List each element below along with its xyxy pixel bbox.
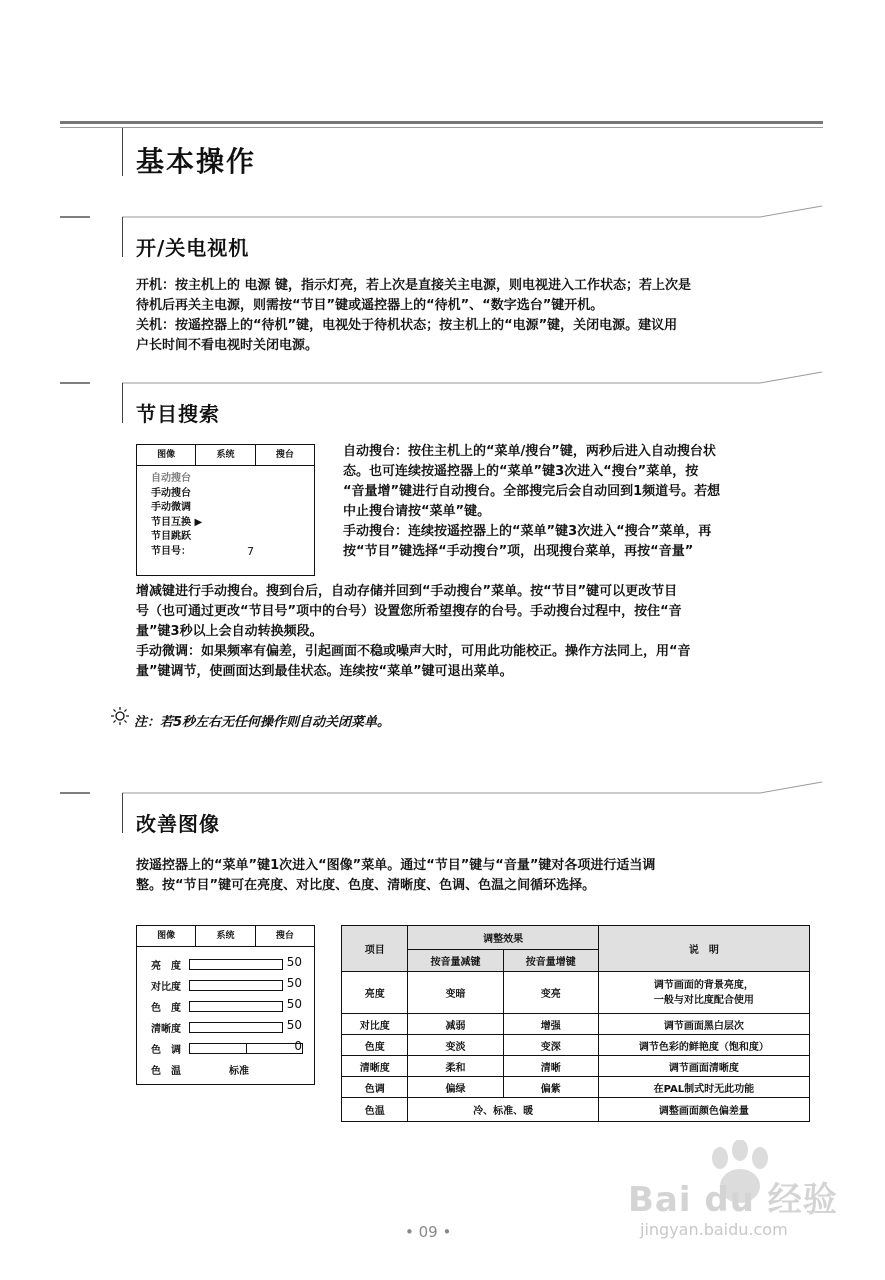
text-line: 按遥控器上的“菜单”键1次进入“图像”菜单。通过“节目”键与“音量”键对各项进行适当调 [136, 858, 656, 873]
slider-value: 50 [286, 1018, 302, 1032]
table-row [342, 1035, 810, 1056]
table-row [342, 1098, 810, 1122]
sec1-text [136, 276, 826, 356]
cell-item: 色调 [342, 1077, 408, 1098]
sec2-title: 节目搜索 [136, 402, 220, 426]
slider-label: 清晰度 [151, 1024, 181, 1035]
menu-item: 节目互换 ▶ [151, 516, 203, 528]
sec3-bar [122, 793, 123, 833]
watermark-url: jingyan.baidu.com [640, 1220, 788, 1239]
top-rule-thin [60, 127, 823, 128]
header-inc: 按音量增键 [503, 950, 598, 972]
cell-dec: 柔和 [408, 1056, 503, 1077]
header-effect: 调整效果 [408, 926, 598, 950]
menu-item: 手动微调 [151, 502, 191, 513]
program-number-value: 7 [247, 544, 254, 558]
slider-value: 50 [286, 976, 302, 990]
cell-dec: 变暗 [408, 972, 503, 1014]
cell-desc: 调整画面颜色偏差量 [598, 1098, 809, 1122]
slider-bar [189, 1022, 283, 1033]
text-line: 整。按“节目”键可在亮度、对比度、色度、清晰度、色调、色温之间循环选择。 [136, 878, 596, 893]
cell-inc: 增强 [503, 1014, 598, 1035]
cell-desc: 调节画面清晰度 [598, 1056, 809, 1077]
cell-desc: 调节色彩的鲜艳度（饱和度） [598, 1035, 809, 1056]
text-line: 关机：按遥控器上的“待机”键，电视处于待机状态；按主机上的“电源”键，关闭电源。建议用 [136, 318, 678, 333]
section-divider-3 [0, 775, 885, 805]
text-line: “音量增”键进行自动搜台。全部搜完后会自动回到1频道号。若想 [343, 484, 721, 499]
text-line: 户长时间不看电视时关闭电源。 [136, 338, 319, 353]
tab-system: 系统 [196, 926, 255, 946]
color-temp-value: 标准 [229, 1066, 249, 1077]
text-line: 中止搜台请按“菜单”键。 [343, 504, 491, 519]
text-line: 手动搜台：连续按遥控器上的“菜单”键3次进入“搜合”菜单，再 [343, 524, 712, 539]
menu-item: 节目跳跃 [151, 531, 191, 542]
slider-label: 对比度 [151, 982, 181, 993]
cell-desc [598, 972, 809, 1014]
section-divider-2 [0, 368, 885, 398]
cell-inc: 变亮 [503, 972, 598, 1014]
text-line: 按“节目”键选择“手动搜台”项，出现搜台菜单，再按“音量” [343, 544, 694, 559]
table-row [342, 1014, 810, 1035]
slider-value: 50 [286, 997, 302, 1011]
slider-area [137, 947, 314, 1083]
sec3-title: 改善图像 [136, 812, 220, 836]
cell-dec: 冷、标准、暖 [408, 1098, 598, 1122]
slider-label: 亮 度 [151, 961, 181, 972]
sec2-bar [122, 383, 123, 423]
text-line: 量”键3秒以上会自动转换频段。 [136, 624, 323, 639]
section-divider-1 [0, 200, 885, 230]
slider-bar [189, 1043, 303, 1054]
text-line: 增减键进行手动搜台。搜到台后，自动存储并回到“手动搜台”菜单。按“节目”键可以更改节目 [136, 584, 678, 599]
text-line: 量”键调节，使画面达到最佳状态。连续按“菜单”键可退出菜单。 [136, 664, 513, 679]
program-number-label: 节目号： [151, 545, 191, 557]
title-bar [122, 128, 123, 176]
cell-desc: 调节画面黑白层次 [598, 1014, 809, 1035]
sec2-right-text [343, 442, 813, 562]
search-menu-screen [136, 444, 315, 576]
slider-bar [189, 980, 283, 991]
cell-item: 对比度 [342, 1014, 408, 1035]
text-line: 待机后再关主电源，则需按“节目”键或遥控器上的“待机”、“数字选台”键开机。 [136, 298, 604, 313]
text-line: 态。也可连续按遥控器上的“菜单”键3次进入“搜台”菜单，按 [343, 464, 699, 479]
slider-bar [189, 1001, 283, 1012]
tab-search: 搜台 [256, 445, 314, 465]
cell-item: 亮度 [342, 972, 408, 1014]
sec2-full-text [136, 582, 826, 682]
image-menu-screen [136, 925, 315, 1085]
adjustment-table [341, 925, 810, 1122]
slider-label: 色 度 [151, 1003, 181, 1014]
top-rule [60, 121, 823, 124]
text-line: 手动微调：如果频率有偏差，引起画面不稳或噪声大时，可用此功能校正。操作方法同上，用“音 [136, 644, 691, 659]
menu-item [137, 545, 314, 560]
table-row [342, 1077, 810, 1098]
tab-image: 图像 [137, 926, 196, 946]
page-title: 基本操作 [136, 145, 257, 178]
cell-inc: 偏紫 [503, 1077, 598, 1098]
cell-dec: 偏绿 [408, 1077, 503, 1098]
sec1-title: 开/关电视机 [136, 236, 250, 260]
header-desc: 说 明 [598, 926, 809, 972]
color-temp-label: 色 温 [151, 1066, 181, 1077]
cell-inc: 清晰 [503, 1056, 598, 1077]
text-line: 自动搜台：按住主机上的“菜单/搜台”键，两秒后进入自动搜台状 [343, 444, 716, 459]
header-item: 项目 [342, 926, 408, 972]
sec3-text [136, 856, 826, 896]
cell-desc-line: 调节画面的背景亮度， [653, 979, 754, 991]
slider-bar [189, 959, 283, 970]
cell-dec: 变淡 [408, 1035, 503, 1056]
cell-dec: 减弱 [408, 1014, 503, 1035]
watermark-brand: Bai du 经验 [628, 1180, 838, 1220]
table-row [342, 972, 810, 1014]
sec1-bar [122, 217, 123, 257]
note-text: 注：若5秒左右无任何操作则自动关闭菜单。 [134, 715, 391, 730]
cell-inc: 变深 [503, 1035, 598, 1056]
cell-desc: 在PAL制式时无此功能 [598, 1077, 809, 1098]
slider-label: 色 调 [151, 1045, 181, 1056]
menu-item: 手动搜台 [151, 487, 191, 499]
tab-search: 搜台 [275, 931, 294, 941]
menu-item: 自动搜台 [151, 473, 191, 484]
text-line: 号（也可通过更改“节目号”项中的台号）设置您所希望搜存的台号。手动搜台过程中，按住“音 [136, 604, 682, 619]
header-dec: 按音量减键 [408, 950, 503, 972]
page-number: • 09 • [405, 1223, 452, 1241]
tab-system: 系统 [196, 445, 255, 465]
sun-icon [110, 706, 130, 726]
cell-desc-line: 一般与对比度配合使用 [653, 994, 754, 1006]
slider-center-mark [246, 1044, 247, 1053]
slider-value: 0 [294, 1039, 302, 1053]
cell-item: 色温 [342, 1098, 408, 1122]
slider-value: 50 [286, 955, 302, 969]
table-row [342, 1056, 810, 1077]
cell-item: 清晰度 [342, 1056, 408, 1077]
tab-image: 图像 [137, 445, 196, 465]
cell-item: 色度 [342, 1035, 408, 1056]
text-line: 开机：按主机上的 电源 键，指示灯亮，若上次是直接关主电源，则电视进入工作状态；若上次是 [136, 278, 692, 293]
